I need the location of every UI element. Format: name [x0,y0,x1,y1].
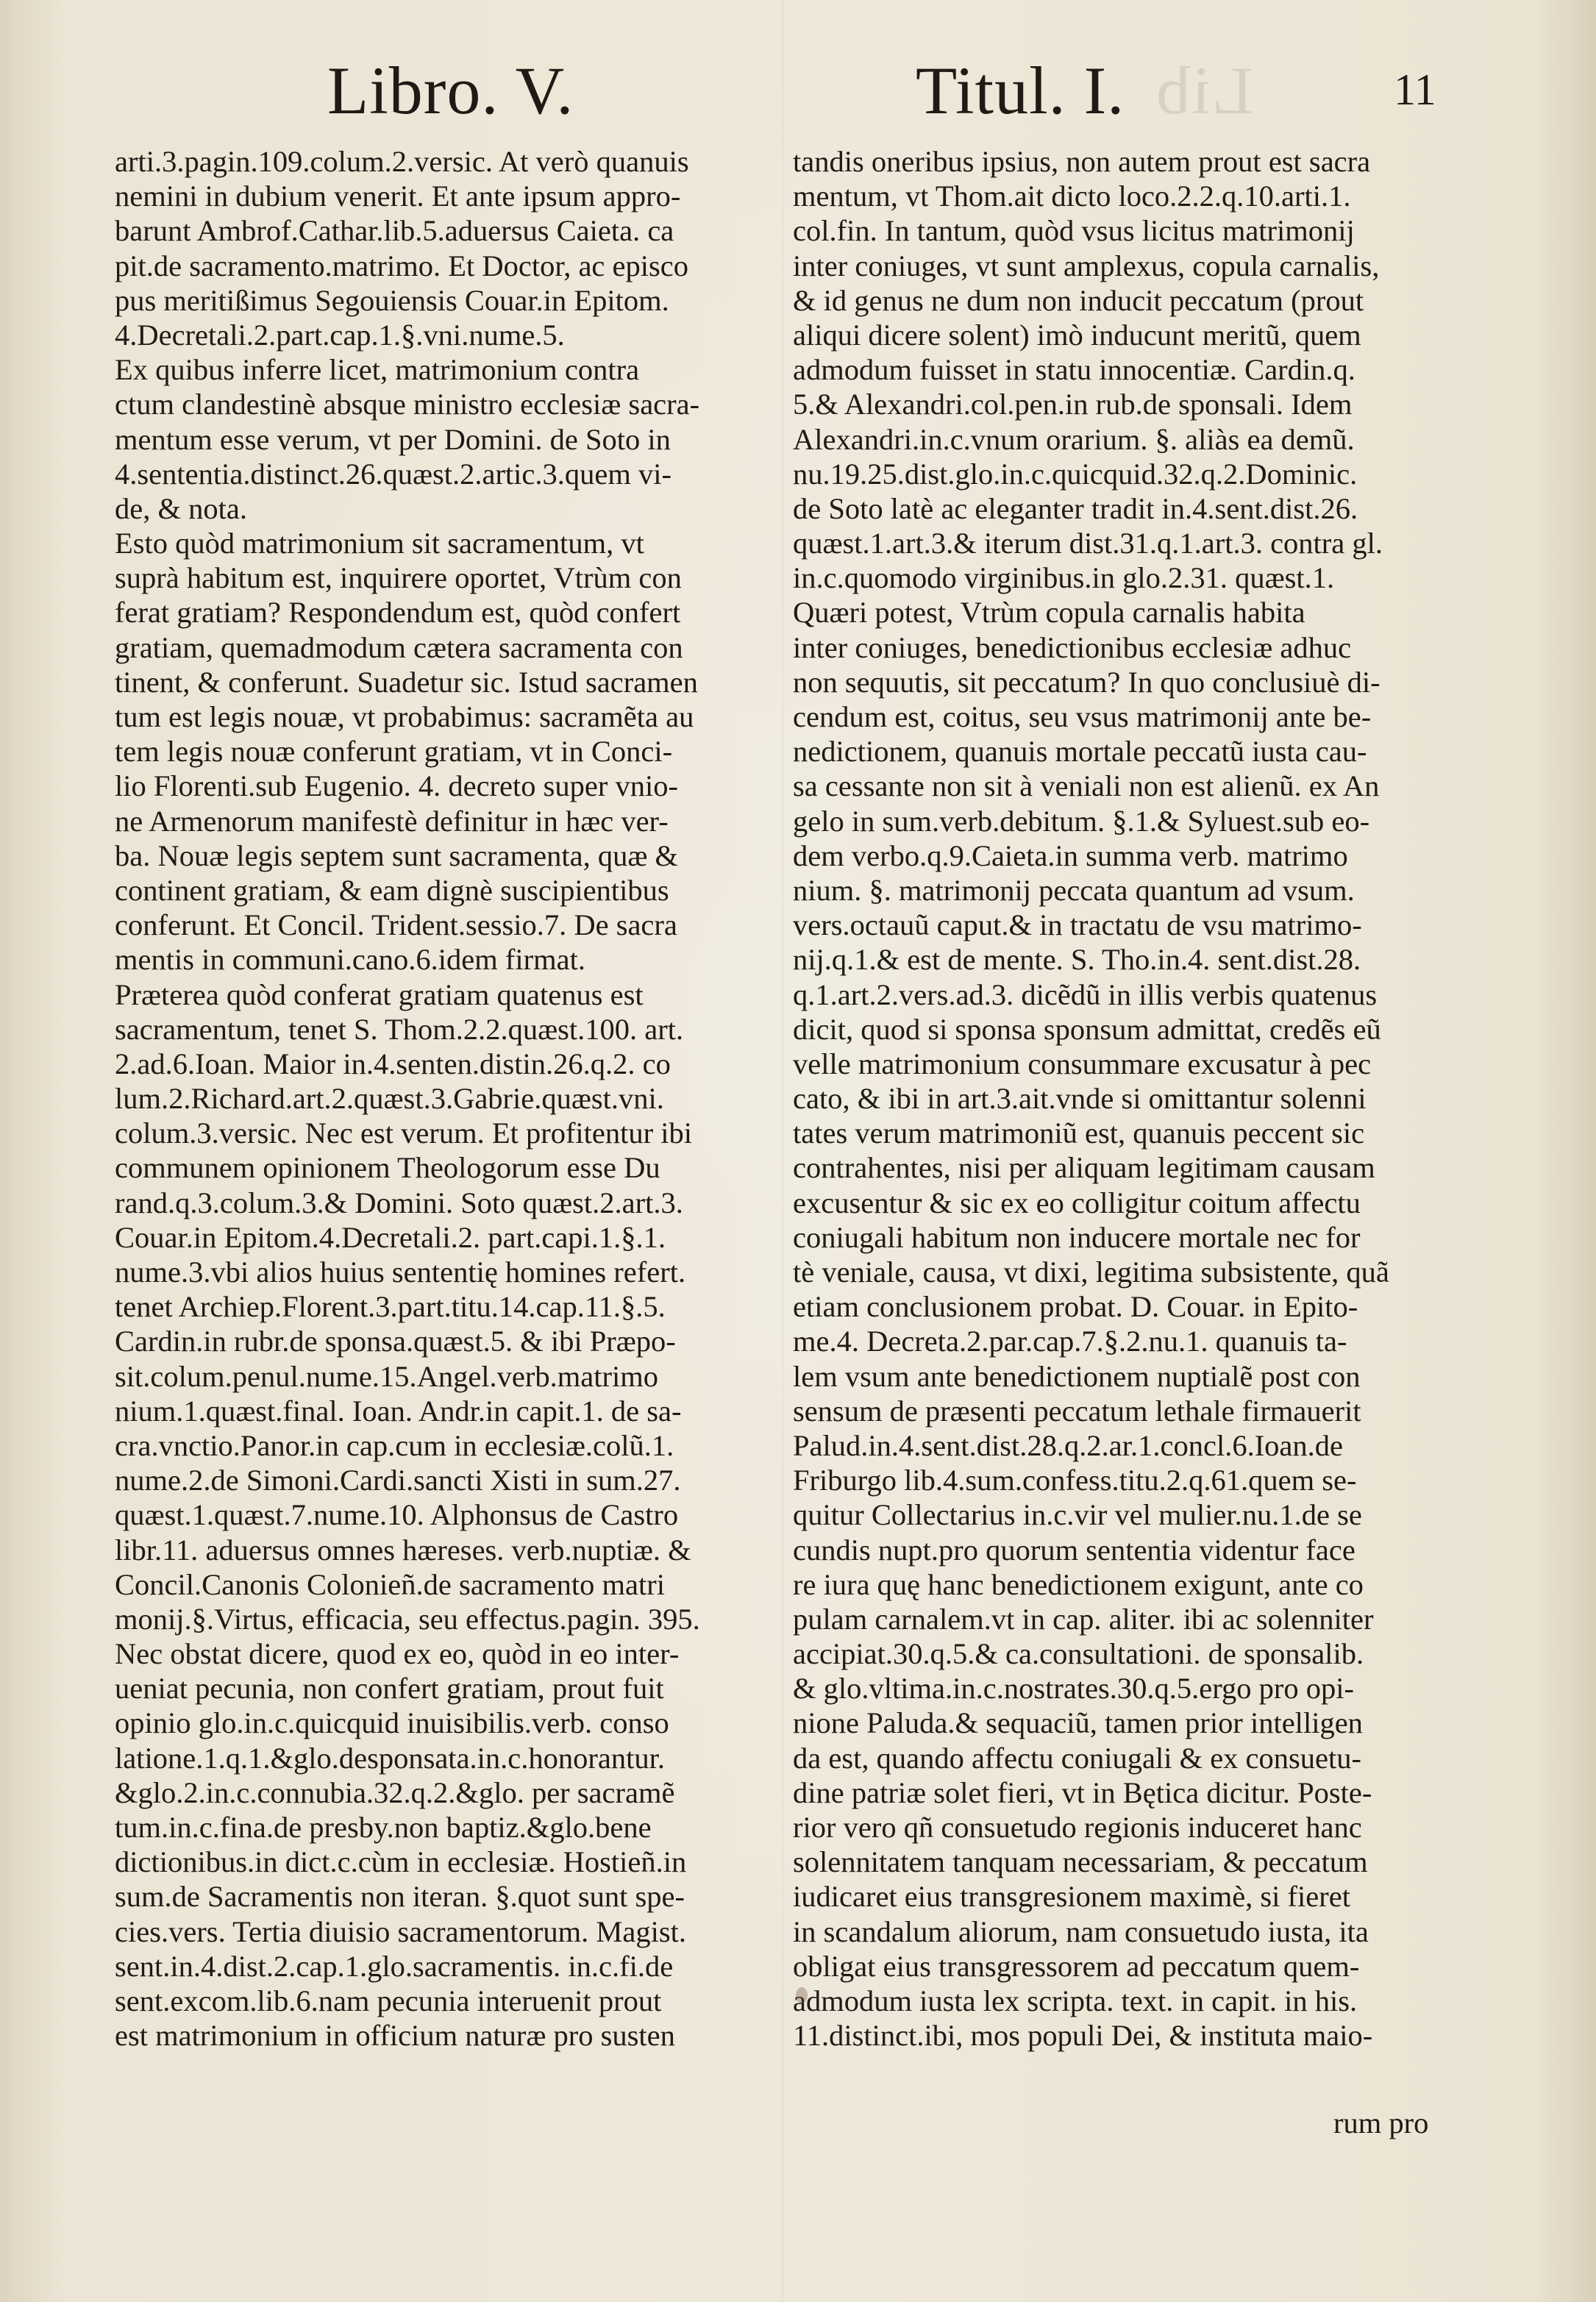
text-line: 11.distinct.ibi, mos populi Dei, & instituta maio- [793,2019,1373,2053]
text-line: sa cessante non sit à veniali non est alienũ. ex An [793,769,1380,803]
text-line: latione.1.q.1.&glo.desponsata.in.c.honorantur. [115,1741,665,1775]
text-line: ueniat pecunia, non confert gratiam, prout fuit [115,1672,664,1706]
text-line: velle matrimonium consummare excusatur à pec [793,1047,1372,1080]
text-line: communem opinionem Theologorum esse Du [115,1151,660,1185]
text-line: nedictionem, quanuis mortale peccatũ iusta cau- [793,735,1367,769]
text-line: ctum clandestinè absque ministro ecclesiæ sacra- [115,388,700,421]
text-line: tè veniale, causa, vt dixi, legitima subsistente, quã [793,1255,1389,1289]
text-line: colum.3.versic. Nec est verum. Et profitentur ibi [115,1116,693,1150]
text-line: q.1.art.2.vers.ad.3. dicẽdũ in illis verbis quatenus [793,977,1378,1011]
text-line: Esto quòd matrimonium sit sacramentum, vt [115,527,644,560]
text-line: ba. Nouæ legis septem sunt sacramenta, quæ & [115,838,678,872]
text-line: iudicaret eius transgresionem maximè, si fieret [793,1880,1350,1914]
text-line: dictionibus.in dict.c.cùm in ecclesiæ. Hostieñ.in [115,1845,687,1879]
catchword: rum pro [1333,2106,1429,2139]
text-line: nemini in dubium venerit. Et ante ipsum appro- [115,179,681,213]
text-line: cato, & ibi in art.3.ait.vnde si omittantur solenni [793,1082,1367,1116]
text-line: etiam conclusionem probat. D. Couar. in Epito- [793,1290,1358,1324]
text-line: lio Florenti.sub Eugenio. 4. decreto super vnio- [115,769,678,803]
text-line: obligat eius transgressorem ad peccatum quem- [793,1949,1360,1983]
text-line: sit.colum.penul.nume.15.Angel.verb.matrimo [115,1359,658,1393]
text-line: coniugali habitum non inducere mortale nec for [793,1220,1361,1254]
text-line: de, & nota. [115,491,247,525]
text-line: sent.in.4.dist.2.cap.1.glo.sacramentis. in.c.fi.de [115,1949,674,1983]
text-line: nume.3.vbi alios huius sententię homines refert. [115,1255,686,1289]
text-line: arti.3.pagin.109.colum.2.versic. At verò quanuis [115,145,689,178]
ink-stain [796,1987,808,2003]
text-line: Quæri potest, Vtrùm copula carnalis habita [793,596,1305,630]
text-line: monij.§.Virtus, efficacia, seu effectus.pagin. 395. [115,1602,700,1636]
text-line: pus meritißimus Segouiensis Couar.in Epitom. [115,283,669,317]
text-line: Nec obstat dicere, quod ex eo, quòd in eo inter- [115,1637,680,1671]
text-line: accipiat.30.q.5.& ca.consultationi. de sponsalib. [793,1637,1364,1671]
text-line: gelo in sum.verb.debitum. §.1.& Syluest.sub eo- [793,804,1370,838]
text-line: rior vero qñ consuetudo regionis induceret hanc [793,1811,1362,1844]
text-line: admodum iusta lex scripta. text. in capit. in his. [793,1984,1358,2017]
text-line: in scandalum aliorum, nam consuetudo iusta, ita [793,1914,1369,1948]
text-line: nione Paluda.& sequaciũ, tamen prior intelligen [793,1706,1363,1740]
show-through-text: Lib [1155,53,1253,128]
text-line: libr.11. aduersus omnes hæreses. verb.nuptiæ. & [115,1533,691,1567]
text-line: & id genus ne dum non inducit peccatum (prout [793,283,1364,317]
text-line: tum.in.c.fina.de presby.non baptiz.&glo.bene [115,1811,652,1844]
text-line: me.4. Decreta.2.par.cap.7.§.2.nu.1. quanuis ta- [793,1325,1347,1358]
text-line: dicit, quod si sponsa sponsum admittat, credẽs eũ [793,1012,1381,1046]
text-line: Ex quibus inferre licet, matrimonium contra [115,353,640,387]
text-line: sum.de Sacramentis non iteran. §.quot sunt spe- [115,1880,685,1914]
left-text-column [115,144,762,2053]
text-line: mentum, vt Thom.ait dicto loco.2.2.q.10.arti.1. [793,179,1351,213]
text-line: pulam carnalem.vt in cap. aliter. ibi ac solenniter [793,1602,1374,1636]
text-line: col.fin. In tantum, quòd vsus licitus matrimonij [793,214,1355,248]
text-line: dem verbo.q.9.Caieta.in summa verb. matrimo [793,838,1348,872]
text-line: pit.de sacramento.matrimo. Et Doctor, ac episco [115,249,688,282]
running-title-book: Libro. V. [327,53,574,128]
text-line: nium.1.quæst.final. Ioan. Andr.in capit.1. de sa- [115,1394,682,1428]
text-line: est matrimonium in officium naturæ pro susten [115,2019,675,2053]
text-line: inter coniuges, benedictionibus ecclesiæ adhuc [793,630,1352,664]
text-line: nu.19.25.dist.glo.in.c.quicquid.32.q.2.Dominic. [793,457,1358,491]
text-line: Couar.in Epitom.4.Decretali.2. part.capi.1.§.1. [115,1220,666,1254]
text-line: tandis oneribus ipsius, non autem prout est sacra [793,145,1371,178]
text-line: cendum est, coitus, seu vsus matrimonij ante be- [793,700,1372,733]
text-line: cra.vnctio.Panor.in cap.cum in ecclesiæ.colũ.1. [115,1428,674,1462]
text-line: re iura quę hanc benedictionem exigunt, ante co [793,1567,1364,1601]
text-line: non sequutis, sit peccatum? In quo conclusiuè di- [793,665,1381,699]
text-line: ne Armenorum manifestè definitur in hæc ver- [115,804,669,838]
text-line: &glo.2.in.c.connubia.32.q.2.&glo. per sacramẽ [115,1775,675,1809]
text-line: cundis nupt.pro quorum sententia videntur face [793,1533,1355,1567]
text-line: quitur Collectarius in.c.vir vel mulier.nu.1.de se [793,1498,1362,1532]
text-line: 4.Decretali.2.part.cap.1.§.vni.nume.5. [115,318,565,352]
text-line: lem vsum ante benedictionem nuptialẽ post con [793,1359,1361,1393]
text-line: nij.q.1.& est de mente. S. Tho.in.4. sent.dist.28. [793,943,1361,977]
text-line: de Soto latè ac eleganter tradit in.4.sent.dist.26. [793,491,1358,525]
text-line: opinio glo.in.c.quicquid inuisibilis.verb. conso [115,1706,669,1740]
page-fold-shadow [781,0,784,2302]
text-line: quæst.1.art.3.& iterum dist.31.q.1.art.3. contra gl. [793,527,1383,560]
text-line: mentis in communi.cano.6.idem firmat. [115,943,585,977]
text-line: 5.& Alexandri.col.pen.in rub.de sponsali. Idem [793,388,1353,421]
text-line: & glo.vltima.in.c.nostrates.30.q.5.ergo pro opi- [793,1672,1355,1706]
text-line: tenet Archiep.Florent.3.part.titu.14.cap.11.§.5. [115,1290,666,1324]
text-line: sensum de præsenti peccatum lethale firmauerit [793,1394,1361,1428]
text-line: in.c.quomodo virginibus.in glo.2.31. quæst.1. [793,561,1335,595]
text-line: ferat gratiam? Respondendum est, quòd confert [115,596,681,630]
text-line: solennitatem tanquam necessariam, & peccatum [793,1845,1368,1879]
text-line: continent gratiam, & eam dignè suscipientibus [115,873,669,907]
text-line: barunt Ambrof.Cathar.lib.5.aduersus Caieta. ca [115,214,674,248]
text-line: quæst.1.quæst.7.nume.10. Alphonsus de Castro [115,1498,679,1532]
text-line: nium. §. matrimonij peccata quantum ad vsum. [793,873,1355,907]
text-line: mentum esse verum, vt per Domini. de Soto in [115,422,671,456]
text-line: vers.octauũ caput.& in tractatu de vsu matrimo- [793,908,1362,942]
text-line: aliqui dicere solent) imò inducunt meritũ, quem [793,318,1361,352]
text-line: lum.2.Richard.art.2.quæst.3.Gabrie.quæst.vni. [115,1082,664,1116]
text-line: tates verum matrimoniũ est, quanuis peccent sic [793,1116,1365,1150]
text-line: 2.ad.6.Ioan. Maior in.4.senten.distin.26.q.2. co [115,1047,671,1080]
text-line: Palud.in.4.sent.dist.28.q.2.ar.1.concl.6.Ioan.de [793,1428,1344,1462]
text-line: tum est legis nouæ, vt probabimus: sacramẽta au [115,700,694,733]
text-line: suprà habitum est, inquirere oportet, Vtrùm con [115,561,682,595]
text-line: excusentur & sic ex eo colligitur coitum affectu [793,1186,1361,1219]
folio-number: 11 [1394,65,1436,114]
text-line: Præterea quòd conferat gratiam quatenus est [115,977,644,1011]
text-line: sacramentum, tenet S. Thom.2.2.quæst.100. art. [115,1012,684,1046]
text-line: 4.sententia.distinct.26.quæst.2.artic.3.quem vi- [115,457,672,491]
running-header [0,51,1596,132]
right-text-column [793,144,1440,2053]
text-line: Concil.Canonis Colonieñ.de sacramento matri [115,1567,665,1601]
text-line: conferunt. Et Concil. Trident.sessio.7. De sacra [115,908,677,942]
text-line: sent.excom.lib.6.nam pecunia interuenit prout [115,1984,662,2017]
text-line: Cardin.in rubr.de sponsa.quæst.5. & ibi Præpo- [115,1325,676,1358]
text-line: nume.2.de Simoni.Cardi.sancti Xisti in sum.27. [115,1464,681,1497]
running-title-chapter: Titul. I. [916,53,1125,128]
text-line: da est, quando affectu coniugali & ex consuetu- [793,1741,1362,1775]
text-line: cies.vers. Tertia diuisio sacramentorum. Magist. [115,1914,686,1948]
text-line: admodum fuisset in statu innocentiæ. Cardin.q. [793,353,1355,387]
text-line: dine patriæ solet fieri, vt in Bętica dicitur. Poste- [793,1775,1372,1809]
text-line: tinent, & conferunt. Suadetur sic. Istud sacramen [115,665,698,699]
text-line: rand.q.3.colum.3.& Domini. Soto quæst.2.art.3. [115,1186,683,1219]
text-line: gratiam, quemadmodum cætera sacramenta con [115,630,683,664]
text-line: tem legis nouæ conferunt gratiam, vt in Conci- [115,735,673,769]
text-line: inter coniuges, vt sunt amplexus, copula carnalis, [793,249,1380,282]
text-line: Alexandri.in.c.vnum orarium. §. aliàs ea demũ. [793,422,1355,456]
text-line: Friburgo lib.4.sum.confess.titu.2.q.61.quem se- [793,1464,1357,1497]
text-line: contrahentes, nisi per aliquam legitimam causam [793,1151,1375,1185]
